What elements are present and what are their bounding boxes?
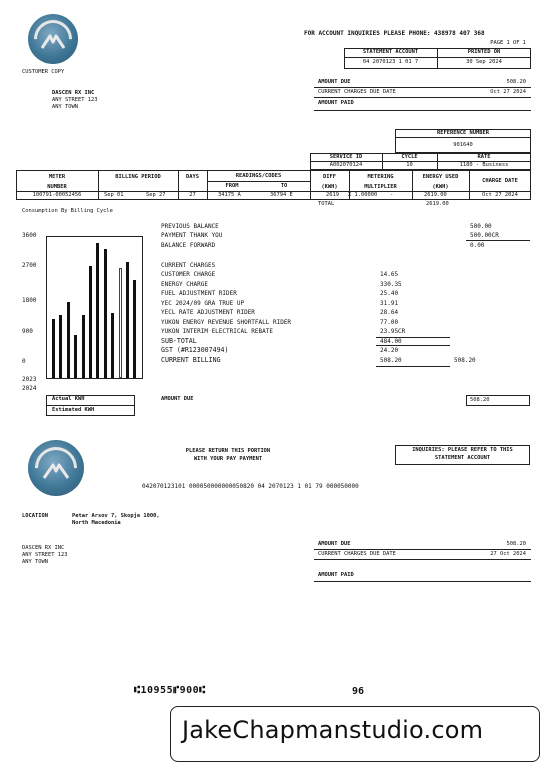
- actual-bar: [111, 313, 114, 378]
- amount-due-value: 508.20: [506, 79, 526, 85]
- days-value: 27: [189, 192, 196, 198]
- payment-label: PAYMENT THANK YOU: [161, 232, 223, 239]
- col-to: TO: [280, 183, 288, 189]
- scan-line: 042070123101 000050000000050820 04 2070123 1 01 79 000050000: [142, 483, 359, 490]
- actual-bar: [96, 243, 99, 378]
- col-days: DAYS: [186, 174, 199, 180]
- charge-item-amount: 77.00: [380, 318, 399, 326]
- actual-bar: [59, 315, 62, 378]
- due-date-label: CURRENT CHARGES DUE DATE: [318, 89, 396, 95]
- customer-copy-label: CUSTOMER COPY: [22, 69, 65, 75]
- col-diff: DIFF: [323, 174, 336, 180]
- printed-on-label: PRINTED ON: [467, 49, 501, 55]
- printed-on-value: 30 Sep 2024: [466, 59, 502, 65]
- chart-title: Consumption By Billing Cycle: [22, 208, 113, 214]
- remit-customer-town: ANY TOWN: [22, 559, 48, 565]
- col-diff-sub: (KWH): [321, 184, 338, 190]
- current-charges-label: CURRENT CHARGES: [161, 262, 216, 269]
- multiplier-dash: -: [390, 192, 394, 198]
- gst-value: 24.20: [380, 347, 399, 354]
- col-meter: METER: [48, 174, 66, 180]
- due-date-value: Oct 27 2024: [490, 89, 526, 95]
- total-value: 2619.00: [426, 201, 449, 207]
- charge-item-amount: 23.95CR: [380, 328, 406, 335]
- col-energy-used: ENERGY USED: [422, 174, 459, 180]
- chart-bars: [47, 237, 144, 378]
- service-id-value: A002070124: [329, 162, 363, 168]
- remit-amount-due-value: 508.20: [506, 541, 526, 547]
- return-portion-line2: WITH YOUR PAY PAYMENT: [193, 456, 263, 462]
- return-portion-line1: PLEASE RETURN THIS PORTION: [185, 448, 271, 454]
- inquiries-line1: INQUIRIES: PLEASE REFER TO THIS: [412, 447, 513, 453]
- col-metering: METERING: [367, 174, 394, 180]
- actual-bar: [126, 262, 129, 378]
- diff-value: 2619: [326, 192, 339, 198]
- remit-logo-mark-icon: [28, 440, 84, 496]
- current-billing-label: CURRENT BILLING: [161, 356, 221, 364]
- balance-forward-value: 0.00: [470, 242, 485, 249]
- brand-text: JakeChapmanstudio.com: [182, 716, 484, 744]
- col-readings: READINGS/CODES: [235, 173, 282, 179]
- multiplier-value: X 1.00000: [348, 192, 378, 198]
- y-tick-label: 0: [22, 358, 26, 365]
- amount-paid-label: AMOUNT PAID: [318, 100, 354, 106]
- charge-item-amount: 14.65: [380, 271, 399, 278]
- location-label: LOCATION: [22, 513, 48, 519]
- chart-frame: [46, 236, 143, 379]
- location-line2: North Macedonia: [72, 520, 121, 526]
- legend-actual: Actual KWH: [52, 396, 85, 402]
- col-multiplier: MULTIPLIER: [364, 184, 397, 190]
- col-billing-period: BILLING PERIOD: [115, 174, 161, 180]
- customer-town: ANY TOWN: [52, 104, 78, 110]
- reference-value: 901640: [453, 142, 473, 148]
- y-tick-label: 1800: [22, 297, 37, 304]
- amount-due-summary-label: AMOUNT DUE: [161, 396, 194, 402]
- reference-label: REFERENCE NUMBER: [437, 130, 489, 136]
- inquiry-phone-text: FOR ACCOUNT INQUIRIES PLEASE PHONE: 438978 407 368: [304, 30, 485, 37]
- actual-bar: [74, 335, 77, 378]
- amount-due-summary-value: 508.20: [470, 397, 490, 403]
- company-logo: [28, 14, 78, 64]
- charge-item-label: YUKON ENERGY REVENUE SHORTFALL RIDER: [161, 318, 292, 326]
- col-from: FROM: [225, 183, 239, 189]
- payment-value: 500.00CR: [470, 232, 499, 239]
- actual-bar: [89, 266, 92, 378]
- subtotal-value: 484.00: [380, 338, 402, 345]
- actual-bar: [52, 319, 55, 378]
- current-billing-value: 508.20: [380, 357, 402, 364]
- charge-item-label: YECL RATE ADJUSTMENT RIDER: [161, 309, 255, 316]
- statement-account-value: 04 2070123 1 01 7: [362, 59, 419, 65]
- y-tick-label: 2700: [22, 262, 37, 269]
- charge-date-value: Oct 27 2024: [482, 192, 518, 198]
- actual-bar: [67, 302, 70, 378]
- micr-code-right: 96: [352, 686, 365, 697]
- charge-item-label: FUEL ADJUSTMENT RIDER: [161, 290, 237, 297]
- period-from: Sep 01: [104, 192, 124, 198]
- subtotal-label: SUB-TOTAL: [161, 337, 197, 345]
- balance-forward-label: BALANCE FORWARD: [161, 242, 216, 249]
- actual-bar: [82, 315, 85, 378]
- remit-due-date-label: CURRENT CHARGES DUE DATE: [318, 551, 396, 557]
- cycle-value: 10: [406, 162, 413, 168]
- remit-due-date-value: 27 Oct 2024: [490, 551, 526, 557]
- estimated-bar: [119, 268, 122, 378]
- charge-item-label: ENERGY CHARGE: [161, 280, 208, 288]
- charge-item-label: CUSTOMER CHARGE: [161, 271, 216, 278]
- customer-street: ANY STREET 123: [52, 97, 98, 103]
- cycle-label: CYCLE: [401, 154, 418, 160]
- charge-item-amount: 28.64: [380, 309, 399, 316]
- remit-amount-paid-label: AMOUNT PAID: [318, 572, 354, 578]
- charge-item-label: YUKON INTERIM ELECTRICAL REBATE: [161, 328, 273, 335]
- charge-item-amount: 31.91: [380, 299, 399, 307]
- inquiries-line2: STATEMENT ACCOUNT: [434, 455, 491, 461]
- meter-number: 100791-00052456: [32, 192, 82, 198]
- actual-bar: [133, 280, 136, 378]
- remit-customer-street: ANY STREET 123: [22, 552, 68, 558]
- remit-logo: [28, 440, 84, 496]
- legend-estimated: Estimated KWH: [52, 407, 95, 413]
- reading-from: 34175 A: [218, 192, 241, 198]
- charge-item-label: YEC 2024/09 GRA TRUE UP: [161, 299, 245, 307]
- statement-account-label: STATEMENT ACCOUNT: [362, 49, 419, 55]
- logo-mark-icon: [28, 14, 78, 64]
- rate-label: RATE: [477, 154, 491, 160]
- current-billing-total: 508.20: [454, 357, 476, 364]
- energy-value: 2619.00: [424, 192, 447, 198]
- charge-item-amount: 25.40: [380, 290, 399, 297]
- amount-due-label: AMOUNT DUE: [318, 79, 351, 85]
- charge-item-amount: 330.35: [380, 280, 402, 288]
- total-label: TOTAL: [318, 201, 335, 207]
- remit-amount-due-label: AMOUNT DUE: [318, 541, 351, 547]
- actual-bar: [104, 249, 107, 378]
- period-to: Sep 27: [146, 192, 166, 198]
- x-label-2023: 2023: [22, 376, 37, 383]
- col-meter-sub: NUMBER: [47, 184, 67, 190]
- micr-code: ⑆10955⑈900⑆: [134, 685, 206, 696]
- page-number: PAGE 1 OF 1: [490, 40, 526, 46]
- rate-value: 1180 - Business: [459, 162, 509, 168]
- col-energy-sub: (KWH): [432, 184, 449, 190]
- service-id-label: SERVICE ID: [329, 154, 363, 160]
- x-label-2024: 2024: [22, 385, 37, 392]
- gst-label: GST (#R123007494): [161, 346, 229, 354]
- previous-balance-label: PREVIOUS BALANCE: [161, 223, 219, 230]
- previous-balance-value: 500.00: [470, 223, 492, 230]
- y-tick-label: 900: [22, 328, 33, 335]
- y-tick-label: 3600: [22, 232, 37, 239]
- location-line1: Petar Arsov 7, Skopje 1000,: [72, 513, 160, 519]
- reading-to: 36794 E: [270, 192, 293, 198]
- customer-name: DASCEN RX INC: [52, 90, 95, 96]
- col-charge-date: CHARGE DATE: [482, 178, 518, 184]
- remit-customer-name: DASCEN RX INC: [22, 545, 65, 551]
